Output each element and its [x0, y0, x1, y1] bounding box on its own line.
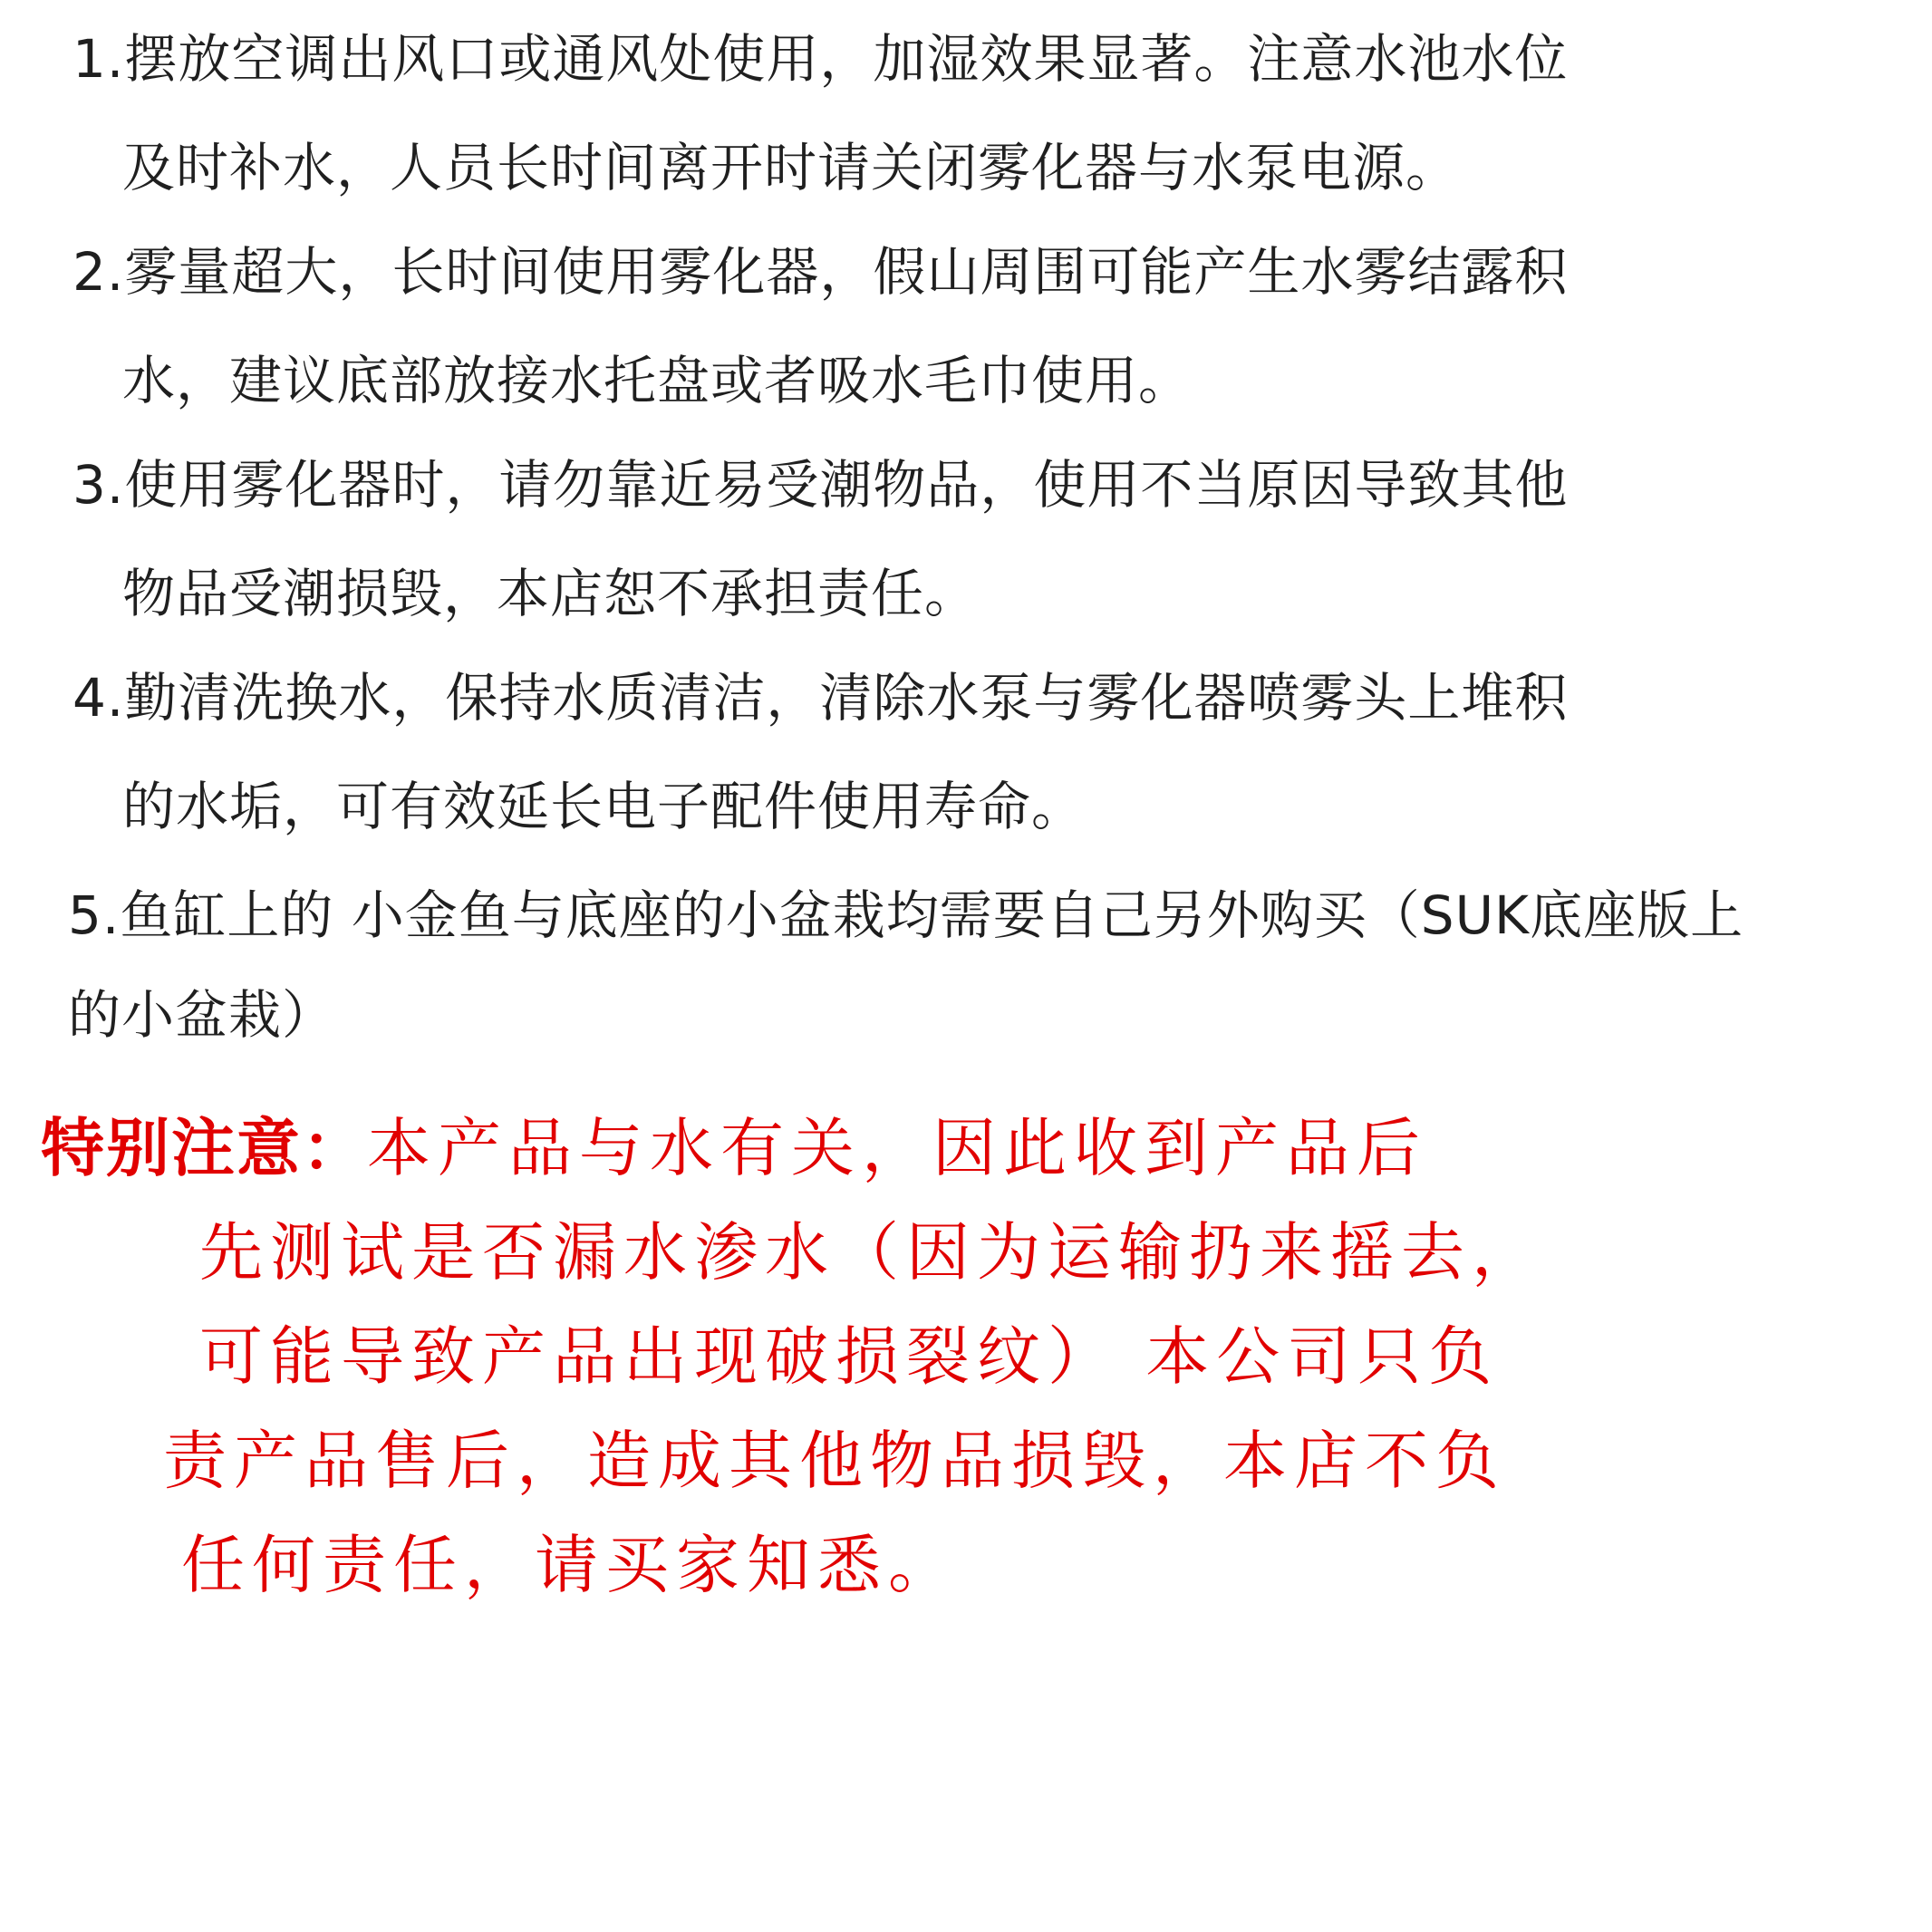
note-2-line-1: 2.雾量超大，长时间使用雾化器，假山周围可能产生水雾结露积 — [72, 241, 1569, 303]
note-4-line-2: 的水垢，可有效延长电子配件使用寿命。 — [122, 776, 1086, 837]
note-1-line-2: 及时补水，人员长时间离开时请关闭雾化器与水泵电源。 — [122, 137, 1460, 198]
note-3-line-1: 3.使用雾化器时，请勿靠近易受潮物品，使用不当原因导致其他 — [72, 454, 1569, 516]
note-5-line-2: 的小盆栽） — [68, 984, 336, 1046]
warning-line-1 — [41, 1110, 1427, 1186]
note-5-line-1: 5.鱼缸上的 小金鱼与底座的小盆栽均需要自己另外购买（SUK底座版上 — [68, 884, 1744, 946]
note-2-line-2: 水，建议底部放接水托盘或者吸水毛巾使用。 — [122, 350, 1193, 411]
note-4-line-1: 4.勤清洗换水，保持水质清洁，清除水泵与雾化器喷雾头上堆积 — [72, 667, 1569, 729]
warning-line-4: 责产品售后，造成其他物品损毁，本店不负 — [163, 1424, 1506, 1498]
warning-line-2: 先测试是否漏水渗水（因为运输扔来摇去， — [199, 1215, 1542, 1290]
warning-text-1: 本产品与水有关，因此收到产品后 — [367, 1111, 1427, 1185]
warning-label: 特别注意： — [41, 1111, 367, 1185]
warning-line-3: 可能导致产品出现破损裂纹） 本公司只负 — [199, 1319, 1500, 1394]
note-1-line-1: 1.摆放空调出风口或通风处使用，加湿效果显著。注意水池水位 — [72, 28, 1569, 90]
warning-line-5: 任何责任，请买家知悉。 — [181, 1528, 959, 1602]
note-3-line-2: 物品受潮损毁，本店恕不承担责任。 — [122, 563, 979, 624]
